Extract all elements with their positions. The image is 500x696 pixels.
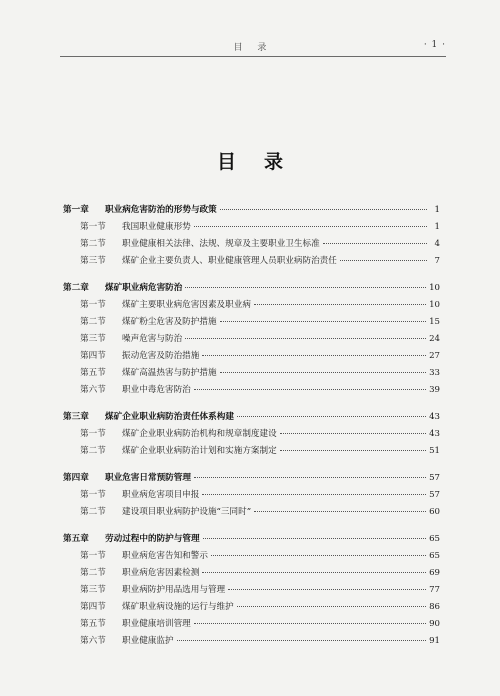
toc-section-entry-label: 第四节 <box>80 351 106 361</box>
toc-section-entry <box>63 505 440 522</box>
toc-section-entry-label: 第一节 <box>80 429 106 439</box>
toc-section-entry <box>63 254 440 271</box>
toc-section-entry-page-number: 24 <box>429 334 440 344</box>
toc-chapter-entry-label: 第一章 <box>63 205 89 215</box>
toc-section-entry-title: 煤矿企业职业病防治计划和实施方案制定 <box>122 446 277 456</box>
toc-section-entry-label: 第二节 <box>80 446 106 456</box>
toc-chapter-entry-title: 煤矿企业职业病防治责任体系构建 <box>105 412 234 422</box>
toc-section-entry-title: 煤矿职业病设施的运行与维护 <box>122 602 234 612</box>
toc-chapter-entry-title: 煤矿职业病危害防治 <box>105 283 183 293</box>
toc-chapter-entry-label: 第四章 <box>63 473 89 483</box>
dot-leader <box>202 354 426 356</box>
dot-leader <box>202 571 426 573</box>
toc-section-entry <box>63 488 440 505</box>
dot-leader <box>254 510 426 512</box>
toc-chapter <box>63 471 440 522</box>
toc-chapter-entry-page-number: 65 <box>429 534 440 544</box>
toc-section-entry-page-number: 90 <box>429 619 440 629</box>
toc-section-entry-label: 第二节 <box>80 317 106 327</box>
toc-section-entry-title: 煤矿企业主要负责人、职业健康管理人员职业病防治责任 <box>122 256 337 266</box>
toc-section-entry-label: 第六节 <box>80 636 106 646</box>
dot-leader <box>220 208 427 210</box>
toc-section-entry-label: 第一节 <box>80 490 106 500</box>
running-header <box>60 40 446 57</box>
toc-section-entry-page-number: 69 <box>429 568 440 578</box>
dot-leader <box>194 388 426 390</box>
toc-section-entry <box>63 315 440 332</box>
toc-chapter-entry-label: 第二章 <box>63 283 89 293</box>
toc-section-entry-title: 煤矿企业职业病防治机构和规章制度建设 <box>122 429 277 439</box>
toc-section-entry-page-number: 91 <box>429 636 440 646</box>
toc-section-entry-label: 第五节 <box>80 368 106 378</box>
toc-section-entry <box>63 634 440 651</box>
toc-section-entry-title: 职业病危害因素检测 <box>122 568 200 578</box>
toc-section-entry <box>63 566 440 583</box>
toc-section-entry-label: 第五节 <box>80 619 106 629</box>
toc-section-entry-title: 职业中毒危害防治 <box>122 385 191 395</box>
toc-section-entry-page-number: 86 <box>429 602 440 612</box>
toc-section-entry-title: 建设项目职业病防护设施“三同时” <box>122 507 252 517</box>
dot-leader <box>194 622 426 624</box>
toc-section-entry-title: 职业健康培训管理 <box>122 619 191 629</box>
toc-section-entry-page-number: 1 <box>434 222 440 232</box>
page-title: 目录 <box>216 151 311 173</box>
toc-section-entry-label: 第三节 <box>80 334 106 344</box>
toc-section-entry-title: 职业病危害告知和警示 <box>122 551 208 561</box>
toc-chapter-entry <box>63 410 440 427</box>
toc-section-entry <box>63 366 440 383</box>
dot-leader <box>202 493 426 495</box>
dot-leader <box>323 242 427 244</box>
toc-section-entry-page-number: 60 <box>429 507 440 517</box>
toc-section-entry-label: 第一节 <box>80 551 106 561</box>
toc-chapter-entry-page-number: 1 <box>434 205 440 215</box>
toc-section-entry <box>63 383 440 400</box>
dot-leader <box>203 537 427 539</box>
toc-chapter-entry-title: 职业病危害防治的形势与政策 <box>105 205 217 215</box>
dot-leader <box>220 371 427 373</box>
toc-section-entry-label: 第一节 <box>80 300 106 310</box>
toc-section-entry-page-number: 15 <box>429 317 440 327</box>
dot-leader <box>194 476 426 478</box>
toc-chapter-entry-page-number: 57 <box>429 473 440 483</box>
toc-section-entry-title: 职业健康相关法律、法规、规章及主要职业卫生标准 <box>122 239 320 249</box>
toc-section-entry-title: 我国职业健康形势 <box>122 222 191 232</box>
running-title: 目 录 <box>233 43 273 53</box>
toc-section-entry <box>63 583 440 600</box>
toc-chapter-entry-page-number: 43 <box>429 412 440 422</box>
toc-section-entry-page-number: 10 <box>429 300 440 310</box>
dot-leader <box>185 337 426 339</box>
toc-chapter-entry <box>63 532 440 549</box>
toc-section-entry-title: 煤矿高温热害与防护措施 <box>122 368 217 378</box>
toc-chapter-entry-title: 职业危害日常预防管理 <box>105 473 191 483</box>
dot-leader <box>194 225 427 227</box>
toc-section-entry <box>63 549 440 566</box>
dot-leader <box>254 303 426 305</box>
dot-leader <box>185 286 426 288</box>
page-number: · 1 · <box>423 40 446 50</box>
toc-section-entry <box>63 444 440 461</box>
toc-section-entry-page-number: 57 <box>429 490 440 500</box>
toc-section-entry-page-number: 7 <box>434 256 440 266</box>
toc-section-entry-title: 振动危害及防治措施 <box>122 351 200 361</box>
toc-chapter-entry-label: 第五章 <box>63 534 89 544</box>
toc-section-entry-page-number: 39 <box>429 385 440 395</box>
toc-chapter <box>63 203 440 271</box>
toc-section-entry <box>63 298 440 315</box>
toc-section-entry-label: 第四节 <box>80 602 106 612</box>
toc-section-entry <box>63 220 440 237</box>
toc-section-entry <box>63 600 440 617</box>
toc-section-entry-label: 第六节 <box>80 385 106 395</box>
toc-chapter-entry <box>63 281 440 298</box>
dot-leader <box>220 320 427 322</box>
dot-leader <box>280 449 426 451</box>
toc-section-entry-page-number: 27 <box>429 351 440 361</box>
dot-leader <box>340 259 427 261</box>
toc-section-entry-page-number: 65 <box>429 551 440 561</box>
toc-section-entry-page-number: 51 <box>429 446 440 456</box>
toc-chapter <box>63 410 440 461</box>
toc-section-entry <box>63 332 440 349</box>
toc-section-entry <box>63 349 440 366</box>
toc-section-entry <box>63 237 440 254</box>
toc-section-entry <box>63 617 440 634</box>
toc-section-entry-label: 第二节 <box>80 239 106 249</box>
toc-section-entry-page-number: 4 <box>434 239 440 249</box>
dot-leader <box>177 639 426 641</box>
toc-section-entry-label: 第二节 <box>80 507 106 517</box>
toc-chapter-entry <box>63 203 440 220</box>
toc-section-entry-page-number: 33 <box>429 368 440 378</box>
toc-chapter-entry-label: 第三章 <box>63 412 89 422</box>
dot-leader <box>237 415 426 417</box>
toc-section-entry-title: 煤矿粉尘危害及防护措施 <box>122 317 217 327</box>
toc-chapter-entry <box>63 471 440 488</box>
dot-leader <box>237 605 426 607</box>
toc-section-entry-title: 职业病危害项目申报 <box>122 490 200 500</box>
toc-section-entry-label: 第二节 <box>80 568 106 578</box>
toc-section-entry-title: 职业病防护用品选用与管理 <box>122 585 226 595</box>
toc-section-entry-label: 第三节 <box>80 256 106 266</box>
toc-section-entry-label: 第三节 <box>80 585 106 595</box>
toc-chapter <box>63 532 440 651</box>
toc-section-entry-title: 煤矿主要职业病危害因素及职业病 <box>122 300 251 310</box>
toc-section-entry-label: 第一节 <box>80 222 106 232</box>
toc-section-entry-page-number: 43 <box>429 429 440 439</box>
toc-section-entry-title: 噪声危害与防治 <box>122 334 183 344</box>
dot-leader <box>211 554 426 556</box>
toc-section-entry-title: 职业健康监护 <box>122 636 174 646</box>
dot-leader <box>228 588 426 590</box>
toc-section-entry <box>63 427 440 444</box>
toc-chapter <box>63 281 440 400</box>
table-of-contents <box>63 203 440 661</box>
toc-chapter-entry-title: 劳动过程中的防护与管理 <box>105 534 200 544</box>
dot-leader <box>280 432 426 434</box>
toc-chapter-entry-page-number: 10 <box>429 283 440 293</box>
toc-section-entry-page-number: 77 <box>429 585 440 595</box>
